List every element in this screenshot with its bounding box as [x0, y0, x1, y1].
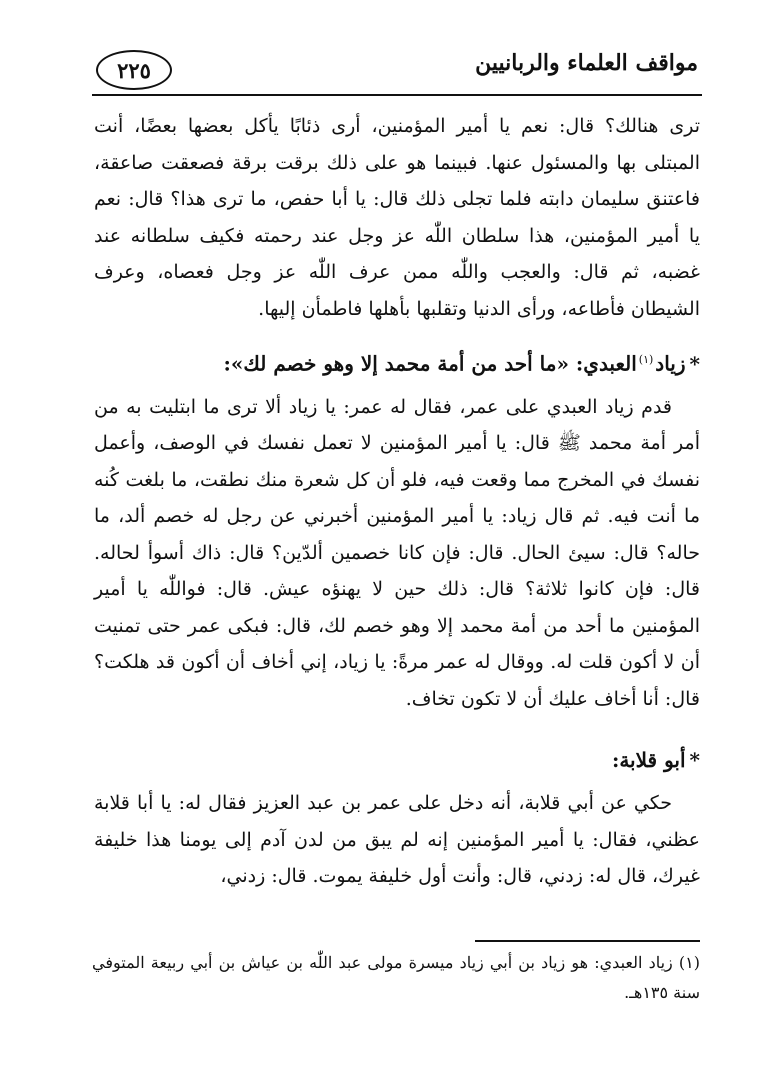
footnote-reference: (١)	[638, 353, 654, 366]
heading-title: أبو قلابة:	[611, 748, 686, 773]
running-title: مواقف العلماء والربانيين	[475, 50, 698, 76]
footnote: (١) زياد العبدي: هو زياد بن أبي زياد ميسرة مولى عبد اللّٰه بن عياش بن أبي ربيعة المتوفي سنة ١٣٥هـ.	[92, 953, 701, 1002]
footnote-separator	[475, 940, 700, 942]
page-number: ٢٢٥	[117, 57, 151, 83]
paragraph-abu-qilaba: حكي عن أبي قلابة، أنه دخل على عمر بن عبد العزيز فقال له: يا أبا قلابة عظني، فقال: يا أمير المؤمنين إنه لم يبق من لدن آدم إلى يومنا هذا خليفة غيرك، قال له: زدني، قال: وأنت أول خليفة يموت. قال: زدني،	[94, 792, 700, 888]
star-bullet-icon: *	[689, 351, 700, 376]
header-rule	[92, 94, 702, 96]
section-heading-ziyad	[94, 341, 700, 383]
heading-name: زياد	[655, 351, 686, 376]
paragraph-ziyad: قدم زياد العبدي على عمر، فقال له عمر: يا زياد ألا ترى ما ابتليت به من أمر أمة محمد ﷺ قال: يا أمير المؤمنين لا تعمل نفسك في الوصف، وأعمل نفسك في المخرج مما وقعت فيه، فلو أن كل شعرة منك نطقت، ما بلغت كُنه ما أنت فيه. ثم قال زياد: يا أمير المؤمنين أخبرني عن رجل له خصم ألد، ما حاله؟ قال: سيئ الحال. قال: فإن كانا خصمين ألدّين؟ قال: ذاك أسوأ لحاله. قال: فإن كانوا ثلاثة؟ قال: ذلك حين لا يهنؤه عيش. قال: فواللّٰه يا أمير المؤمنين ما أحد من أمة محمد إلا وهو خصم لك، قال: فبكى عمر حتى تمنيت أن لا أكون قلت له. ووقال له عمر مرةً: يا زياد، إني أخاف أن أكون قد هلكت؟ قال: أنا أخاف عليك أن لا تكون تخاف.	[94, 395, 700, 710]
paragraph-sulayman: ترى هنالك؟ قال: نعم يا أمير المؤمنين، أرى ذئابًا يأكل بعضها بعضًا، أنت المبتلى بها والمسئول عنها. فبينما هو على ذلك برقت برقة فصعقت صاعقة، فاعتنق سليمان دابته فلما تجلى ذلك قال: يا أبا حفص، ما ترى هذا؟ قال: نعم يا أمير المؤمنين، هذا سلطان اللّٰه عز وجل عند رحمته فكيف سلطانه عند غضبه، ثم قال: والعجب واللّٰه ممن عرف اللّٰه عز وجل فعصاه، وعرف الشيطان فأطاعه، ورأى الدنيا وتقلبها بأهلها فاطمأن إليها.	[94, 115, 700, 320]
star-bullet-icon: *	[689, 748, 700, 773]
section-heading-abu-qilaba	[94, 741, 700, 779]
main-text	[94, 108, 700, 909]
page-number-badge	[96, 50, 172, 90]
heading-title: العبدي: «ما أحد من أمة محمد إلا وهو خصم لك»:	[223, 351, 637, 376]
